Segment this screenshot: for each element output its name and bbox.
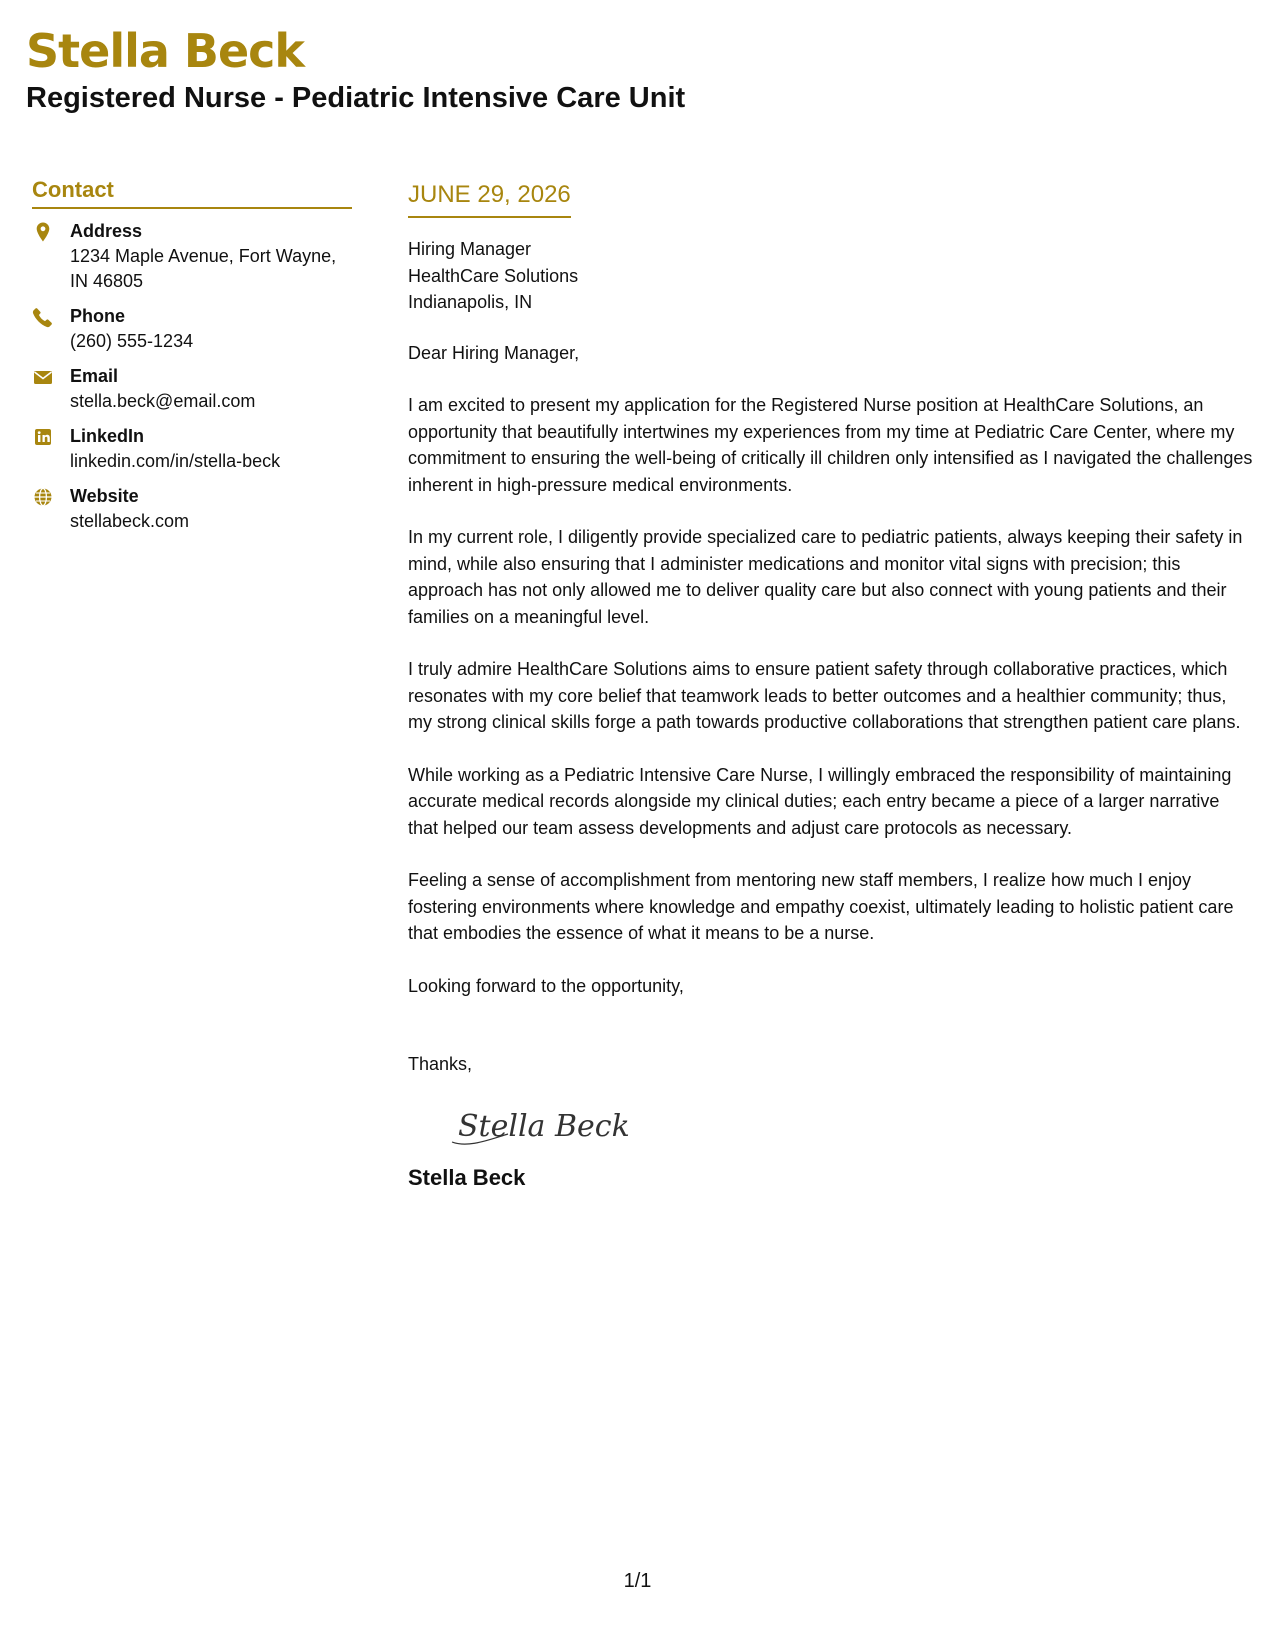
page-header xyxy=(26,22,685,116)
contact-website xyxy=(32,484,352,534)
linkedin-icon xyxy=(32,426,54,448)
phone-icon xyxy=(32,306,54,328)
contact-website-label: Website xyxy=(70,486,139,506)
body-paragraph: Feeling a sense of accomplishment from mentoring new staff members, I realize how much I enjoy fostering environments where knowledge and empathy coexist, ultimately leading to holistic patient care that embodies the essence of what it means to be a nurse. xyxy=(408,870,1234,943)
recipient-line: Indianapolis, IN xyxy=(408,292,533,312)
closing-line: Looking forward to the opportunity, xyxy=(408,975,684,996)
svg-text:Stella Beck: Stella Beck xyxy=(458,1108,630,1144)
envelope-icon xyxy=(32,366,54,388)
applicant-name: Stella Beck xyxy=(26,24,305,78)
letter-date: JUNE 29, 2026 xyxy=(408,180,571,218)
map-marker-icon xyxy=(32,221,54,243)
contact-address-value: 1234 Maple Avenue, Fort Wayne, IN 46805 xyxy=(70,246,337,291)
contact-linkedin-value: linkedin.com/in/stella-beck xyxy=(70,451,281,471)
recipient-line: HealthCare Solutions xyxy=(408,265,579,286)
contact-email-value: stella.beck@email.com xyxy=(70,391,256,411)
contact-section-title: Contact xyxy=(32,176,352,209)
recipient-line: Hiring Manager xyxy=(408,239,532,259)
signature-image xyxy=(448,1098,638,1154)
contact-linkedin-label: LinkedIn xyxy=(70,426,145,446)
sign-off: Thanks, xyxy=(408,1054,473,1074)
contact-address-label: Address xyxy=(70,221,143,241)
contact-phone xyxy=(32,304,352,354)
salutation: Dear Hiring Manager, xyxy=(408,342,580,363)
contact-address xyxy=(32,219,352,294)
contact-email-label: Email xyxy=(70,366,119,386)
contact-website-value: stellabeck.com xyxy=(70,511,190,531)
contact-phone-value: (260) 555-1234 xyxy=(70,331,194,351)
contact-sidebar xyxy=(32,176,352,534)
letter-body xyxy=(408,180,1253,1192)
signer-name: Stella Beck xyxy=(408,1164,526,1190)
applicant-title: Registered Nurse - Pediatric Intensive Care Unit xyxy=(26,82,686,114)
globe-icon xyxy=(32,486,54,508)
body-paragraph: While working as a Pediatric Intensive Care Nurse, I willingly embraced the responsibility of maintaining accurate medical records alongside my clinical duties; each entry became a piece of a larger narrative that helped our team assess developments and adjust care protocols as necessary. xyxy=(408,764,1232,838)
body-paragraph: I truly admire HealthCare Solutions aims to ensure patient safety through collaborative practices, which resonates with my core belief that teamwork leads to better outcomes and a healthier community; thus, my strong clinical skills forge a path towards productive collaborations that strengthen patient care plans. xyxy=(408,659,1241,732)
recipient-block xyxy=(408,236,1253,316)
contact-email xyxy=(32,364,352,414)
body-paragraph: In my current role, I diligently provide specialized care to pediatric patients, always keeping their safety in mind, while also ensuring that I administer medications and monitor vital signs with precision; this approach has not only allowed me to deliver quality care but also connect with young patients and their families on a meaningful level. xyxy=(408,527,1243,627)
contact-phone-label: Phone xyxy=(70,306,126,326)
page-number: 1/1 xyxy=(623,1570,652,1592)
contact-linkedin xyxy=(32,424,352,474)
body-paragraph: I am excited to present my application for the Registered Nurse position at HealthCare Solutions, an opportunity that beautifully intertwines my experiences from my time at Pediatric Care Center, where my commitment to ensuring the well-being of critically ill children only intensified as I navigated the challenges inherent in high-pressure medical environments. xyxy=(408,395,1253,495)
